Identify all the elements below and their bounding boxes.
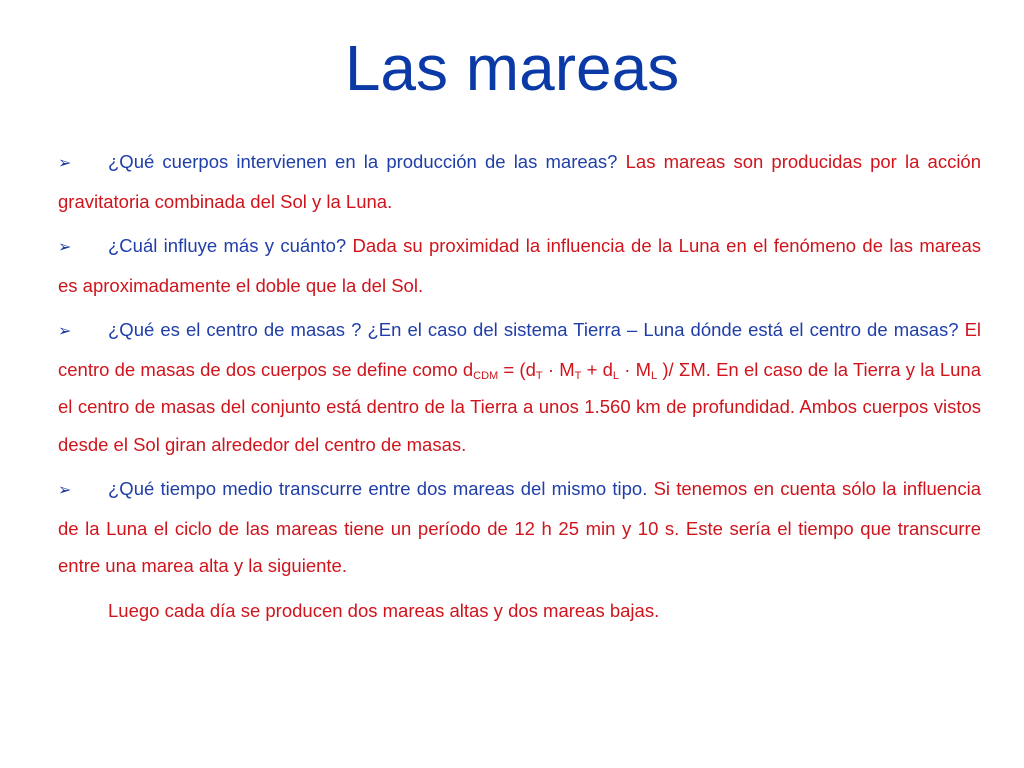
- formula-subscript: T: [535, 369, 543, 382]
- bullet-item: [58, 143, 981, 220]
- formula-subscript: L: [651, 369, 658, 382]
- answer-text: Las mareas son producidas por la acción gravitatoria combinada del Sol y la Luna.: [58, 151, 982, 212]
- formula-part: · M: [542, 358, 575, 380]
- question-text: ¿Qué cuerpos intervienen en la producción de las mareas?: [108, 151, 618, 172]
- question-text: ¿Qué tiempo medio transcurre entre dos mareas del mismo tipo.: [108, 478, 648, 499]
- arrow-bullet-icon: ➢: [58, 239, 72, 256]
- arrow-bullet-icon: ➢: [58, 323, 72, 340]
- question-text: ¿Cuál influye más y cuánto?: [108, 235, 347, 256]
- bullet-item: [58, 311, 981, 463]
- bullet-item: [58, 470, 981, 585]
- answer-text: Dada su proximidad la influencia de la Luna en el fenómeno de las mareas es aproximadamente el doble que la del Sol.: [58, 235, 982, 296]
- answer-text: Si tenemos en cuenta sólo la influencia de la Luna el ciclo de las mareas tiene un período de 12 h 25 min y 10 s. Este sería el tiempo que transcurre entre una marea alta y la siguiente.: [58, 478, 981, 576]
- formula-subscript: T: [574, 369, 582, 382]
- slide-content: [58, 143, 981, 629]
- formula-part: = (d: [498, 358, 536, 380]
- answer-intro: El centro de masas de dos cuerpos se define como d: [58, 319, 982, 380]
- answer-rest: En el caso de la Tierra y la Luna el centro de masas del conjunto está dentro de la Tierra a unos 1.560 km de profundidad. Ambos cuerpos vistos desde el Sol giran alrededor del centro de masas.: [58, 358, 981, 455]
- formula-part: )/ ΣM.: [657, 358, 711, 380]
- arrow-bullet-icon: ➢: [58, 482, 72, 499]
- formula-subscript: CDM: [473, 369, 499, 382]
- slide-title: Las mareas: [344, 32, 680, 104]
- question-text: ¿Qué es el centro de masas ? ¿En el caso del sistema Tierra – Luna dónde está el centro de masas?: [108, 319, 959, 340]
- closing-text: Luego cada día se producen dos mareas altas y dos mareas bajas.: [108, 599, 660, 621]
- formula-part: + d: [581, 358, 613, 380]
- bullet-item: [58, 227, 981, 304]
- formula-part: · M: [619, 358, 652, 380]
- arrow-bullet-icon: ➢: [58, 155, 72, 172]
- formula-subscript: L: [612, 369, 620, 382]
